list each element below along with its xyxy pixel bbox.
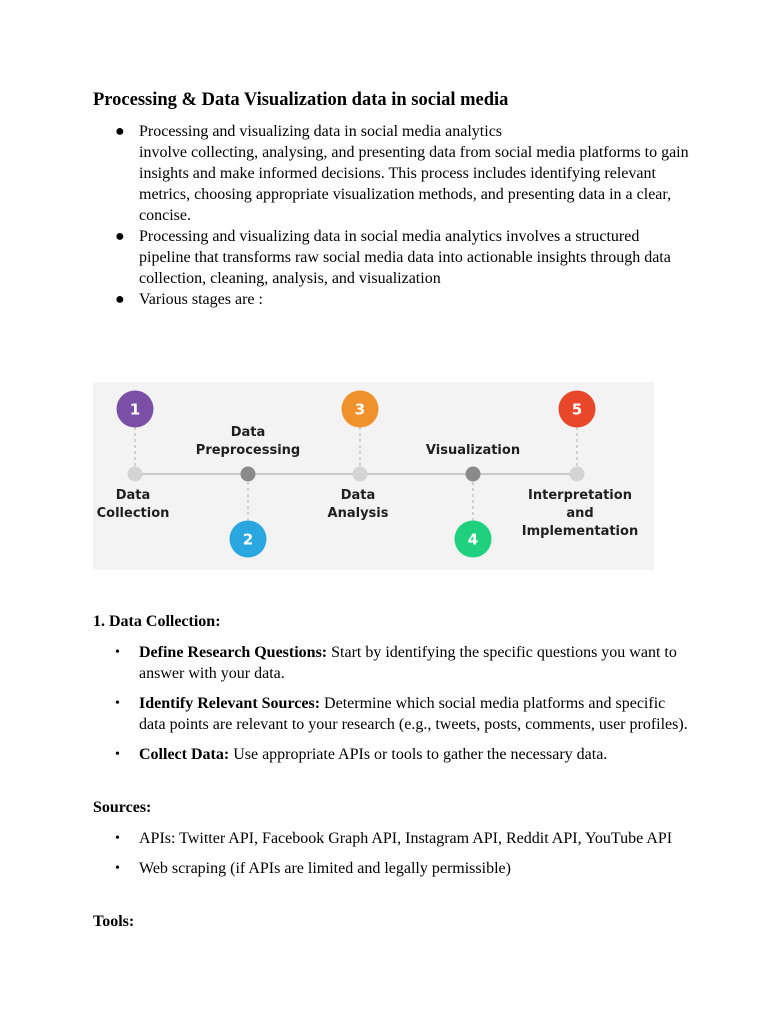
stage-badge-2: 2	[230, 521, 267, 558]
bullet-icon: ●	[115, 291, 125, 308]
source-text: APIs: Twitter API, Facebook Graph API, Instagram API, Reddit API, YouTube API	[139, 830, 673, 847]
bullet-icon: •	[115, 696, 120, 711]
timeline-node-3	[353, 467, 368, 482]
source-text: Web scraping (if APIs are limited and legally permissible)	[139, 860, 511, 877]
bullet-icon: •	[115, 747, 120, 762]
item-text: Use appropriate APIs or tools to gather the necessary data.	[229, 746, 608, 763]
section-heading-data-collection: 1. Data Collection:	[93, 613, 221, 630]
intro-bullet-1: Processing and visualizing data in social media analytics involve collecting, analysing, and presenting data from social media platforms to gain insights and make informed decisions. This process includes identifying relevant metrics, choosing appropriate visualization methods, and presenting data in a clear, concise.	[139, 123, 689, 224]
stage-badge-5: 5	[559, 391, 596, 428]
item-text: Start by identifying the specific questions you want to answer with your data.	[139, 644, 677, 682]
data-collection-list	[93, 642, 693, 774]
list-item	[93, 642, 693, 684]
item-text: Determine which social media platforms and specific data points are relevant to your research (e.g., tweets, posts, comments, user profiles).	[139, 695, 688, 733]
item-title: Identify Relevant Sources:	[139, 695, 321, 712]
sources-list	[93, 828, 693, 888]
item-title: Collect Data:	[139, 746, 230, 763]
list-item	[93, 121, 693, 226]
stage-label-5: Interpretation and Implementation	[521, 488, 639, 539]
intro-list	[93, 121, 693, 310]
timeline-node-4	[466, 467, 481, 482]
list-item	[93, 693, 693, 735]
stage-badge-4: 4	[455, 521, 492, 558]
list-item	[93, 858, 693, 879]
bullet-icon: ●	[115, 228, 125, 245]
stage-badge-3: 3	[342, 391, 379, 428]
intro-bullet-2: Processing and visualizing data in social media analytics involves a structured pipeline that transforms raw social media data into actionable insights through data collection, cleaning, analysis, and visualization	[139, 228, 671, 287]
bullet-icon: •	[115, 831, 120, 846]
stage-label-3: Data Analysis	[327, 488, 389, 521]
stage-label-1: Data Collection	[96, 488, 170, 521]
bullet-icon: ●	[115, 123, 125, 140]
list-item	[93, 226, 693, 289]
bullet-icon: •	[115, 645, 120, 660]
sources-heading: Sources:	[93, 799, 152, 816]
list-item	[93, 828, 693, 849]
stage-label-2: Data Preprocessing	[195, 425, 301, 458]
bullet-icon: •	[115, 861, 120, 876]
stage-badge-1: 1	[117, 391, 154, 428]
page-title: Processing & Data Visualization data in social media	[93, 90, 509, 110]
stages-diagram	[93, 382, 654, 570]
timeline-node-5	[570, 467, 585, 482]
stage-label-4: Visualization	[425, 443, 521, 458]
timeline-node-2	[241, 467, 256, 482]
timeline-node-1	[128, 467, 143, 482]
item-title: Define Research Questions:	[139, 644, 328, 661]
list-item	[93, 289, 693, 310]
intro-bullet-3: Various stages are :	[139, 291, 263, 308]
list-item	[93, 744, 693, 765]
tools-heading: Tools:	[93, 913, 135, 930]
